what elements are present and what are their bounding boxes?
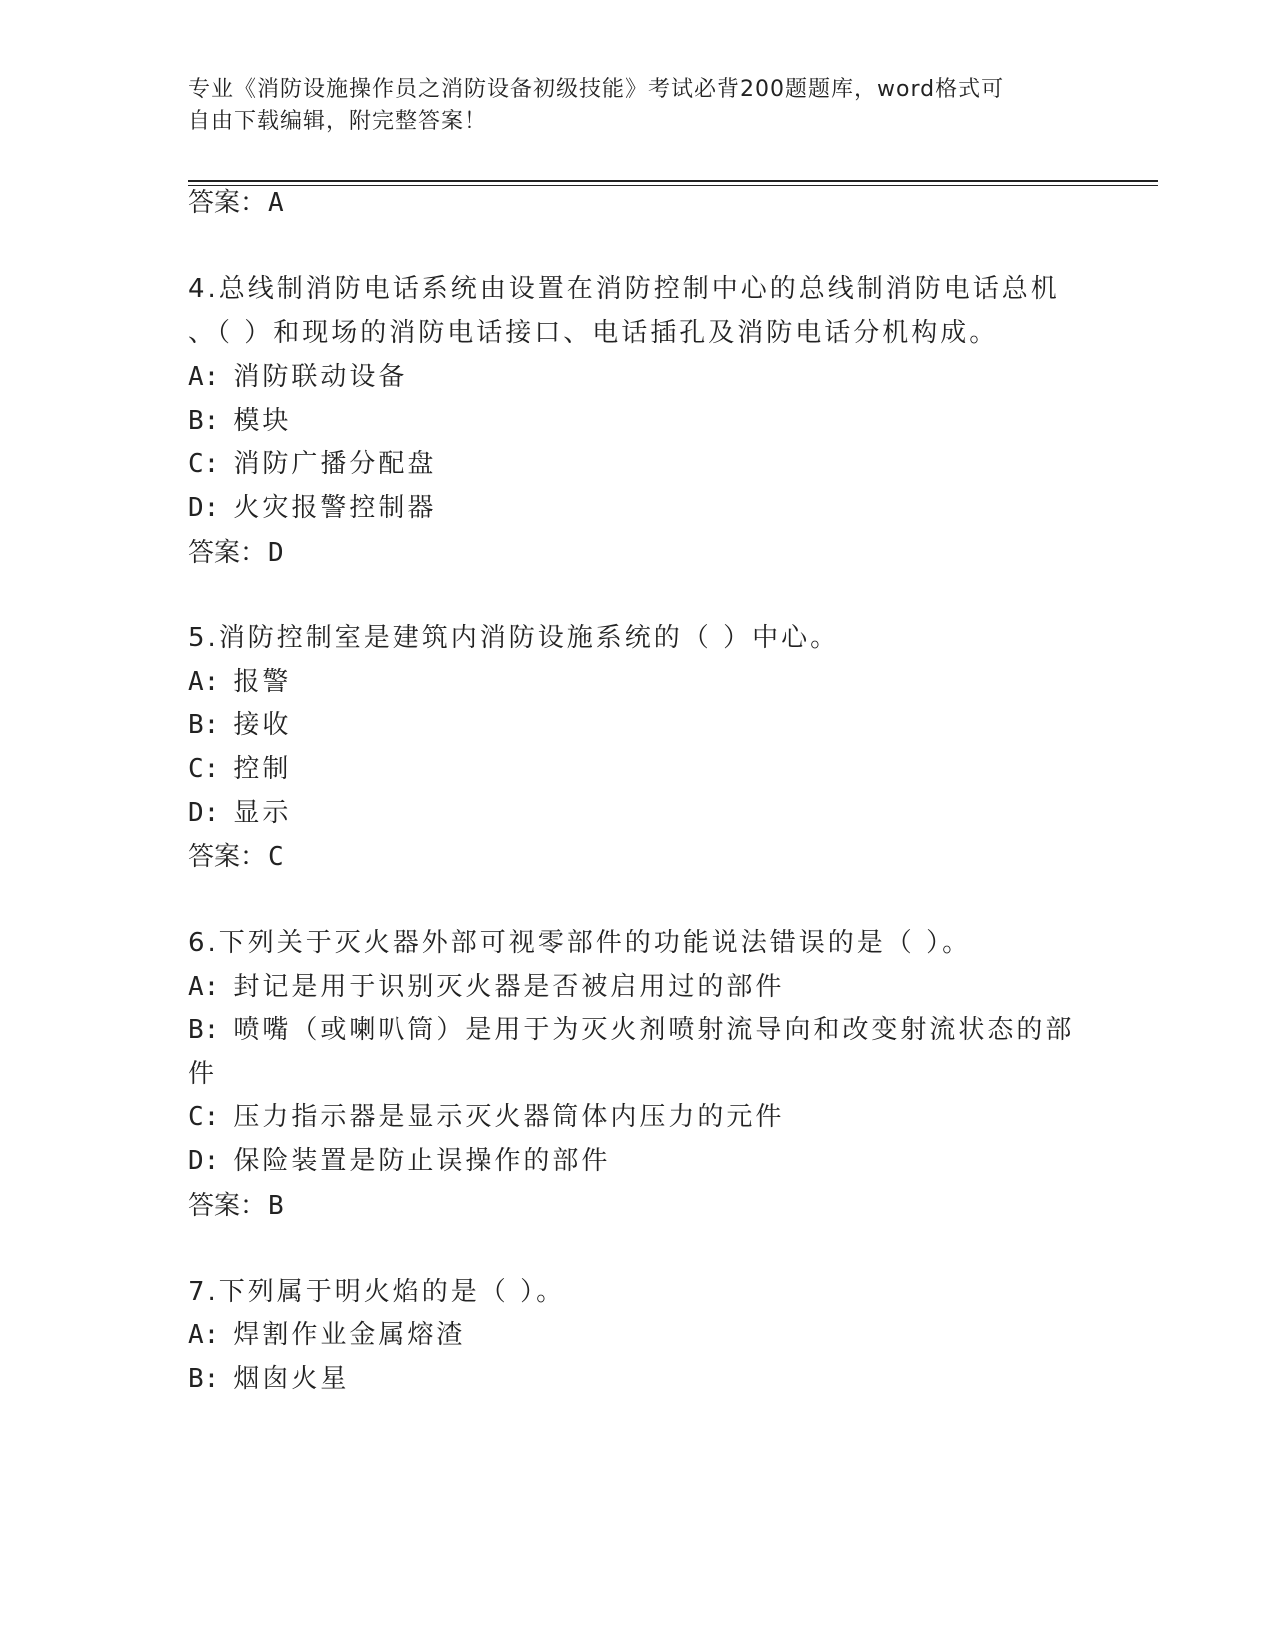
answer-label: 答案： <box>188 841 267 871</box>
answer-value: D <box>268 538 285 568</box>
answer-label: 答案： <box>188 187 267 217</box>
option-key: B: <box>188 710 220 740</box>
option-c <box>188 751 291 787</box>
question-stem: 4.总线制消防电话系统由设置在消防控制中心的总线制消防电话总机 <box>188 274 1060 304</box>
option-key: C: <box>188 1102 220 1132</box>
option-text: 火灾报警控制器 <box>233 493 437 523</box>
option-c <box>188 1099 784 1135</box>
option-text: 消防广播分配盘 <box>233 449 437 479</box>
answer-value: C <box>268 842 285 872</box>
answer-line <box>188 534 284 571</box>
option-key: C: <box>188 449 220 479</box>
question-stem: 7.下列属于明火焰的是（ ）。 <box>188 1277 566 1307</box>
option-text: 保险装置是防止误操作的部件 <box>233 1146 611 1176</box>
option-text: 显示 <box>233 798 292 828</box>
option-text: 压力指示器是显示灭火器筒体内压力的元件 <box>233 1102 785 1132</box>
answer-label: 答案： <box>188 537 267 567</box>
option-key: A: <box>188 667 220 697</box>
option-b <box>188 707 291 743</box>
option-text: 焊割作业金属熔渣 <box>233 1320 466 1350</box>
option-text: 控制 <box>233 754 292 784</box>
header-line-2: 自由下载编辑，附完整答案！ <box>188 109 488 134</box>
option-b <box>188 403 291 439</box>
header-divider-thin <box>188 185 1158 186</box>
answer-line <box>188 184 284 221</box>
option-d <box>188 1143 610 1179</box>
answer-value: A <box>268 188 285 218</box>
option-text: 模块 <box>233 406 292 436</box>
answer-line <box>188 1187 284 1224</box>
option-b <box>188 1361 349 1397</box>
option-key: D: <box>188 493 220 523</box>
option-a <box>188 664 291 700</box>
option-a <box>188 359 407 395</box>
header-divider <box>188 180 1158 182</box>
option-text: 接收 <box>233 710 292 740</box>
answer-line <box>188 838 284 875</box>
option-a <box>188 969 784 1005</box>
option-key: D: <box>188 1146 220 1176</box>
page-header <box>188 74 1088 138</box>
option-text: 烟囱火星 <box>233 1364 350 1394</box>
option-key: B: <box>188 1364 220 1394</box>
answer-label: 答案： <box>188 1190 267 1220</box>
option-b-continued: 件 <box>188 1059 218 1089</box>
answer-value: B <box>268 1191 285 1221</box>
option-a <box>188 1317 465 1353</box>
option-text: 喷嘴（或喇叭筒）是用于为灭火剂喷射流导向和改变射流状态的部 <box>233 1015 1075 1045</box>
option-d <box>188 795 291 831</box>
header-line-1: 专业《消防设施操作员之消防设备初级技能》考试必背200题题库，word格式可 <box>188 77 1005 102</box>
question-stem-continued: 、（ ）和现场的消防电话接口、电话插孔及消防电话分机构成。 <box>188 318 999 348</box>
option-key: C: <box>188 754 220 784</box>
option-d <box>188 490 436 526</box>
option-text: 消防联动设备 <box>233 362 408 392</box>
option-b <box>188 1012 1074 1048</box>
option-text: 报警 <box>233 667 292 697</box>
option-key: A: <box>188 362 220 392</box>
option-key: B: <box>188 1015 220 1045</box>
question-stem: 6.下列关于灭火器外部可视零部件的功能说法错误的是（ ）。 <box>188 928 972 958</box>
option-c <box>188 446 436 482</box>
question-stem: 5.消防控制室是建筑内消防设施系统的（ ）中心。 <box>188 623 840 653</box>
option-key: A: <box>188 972 220 1002</box>
option-key: B: <box>188 406 220 436</box>
option-key: D: <box>188 798 220 828</box>
option-text: 封记是用于识别灭火器是否被启用过的部件 <box>233 972 785 1002</box>
option-key: A: <box>188 1320 220 1350</box>
